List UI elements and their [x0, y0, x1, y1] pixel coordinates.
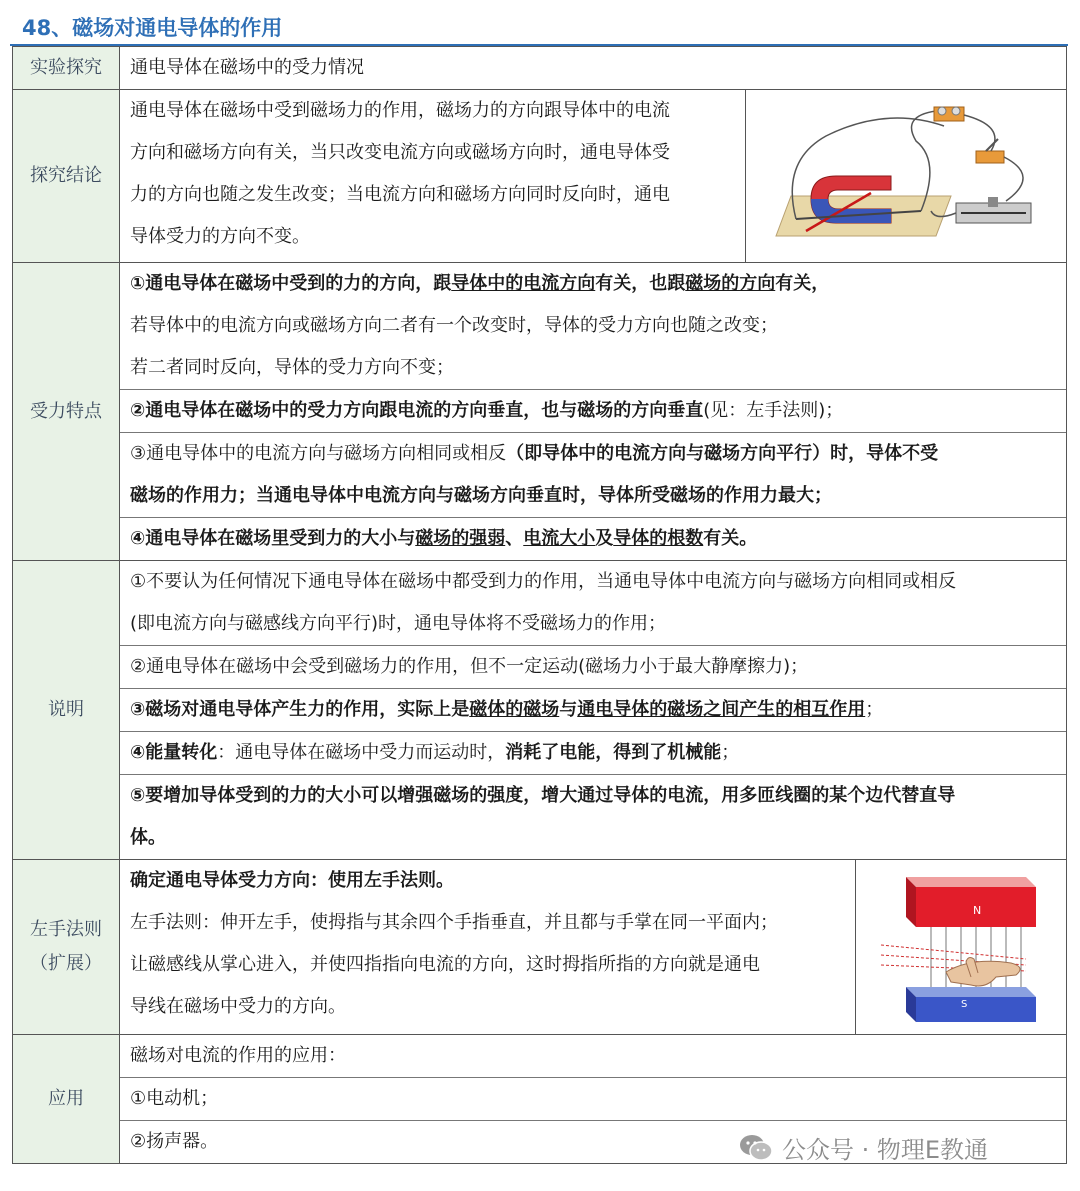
note-4-c: 消耗了电能，得到了机械能: [505, 742, 722, 763]
force-p2-bold: ②通电导体在磁场中的受力方向跟电流的方向垂直，也与磁场的方向垂直: [130, 400, 704, 421]
note-3-c: 与: [559, 699, 578, 720]
force-p4-d: 电流大小: [523, 528, 596, 549]
note-3-a: ③磁场对通电导体产生力的作用，实际上是: [130, 699, 470, 720]
conclusion-line: 方向和磁场方向有关，当只改变电流方向或磁场方向时，通电导体受: [130, 142, 670, 163]
conclusion-line: 力的方向也随之发生改变；当电流方向和磁场方向同时反向时，通电: [130, 184, 670, 205]
force-point-1: [120, 263, 1066, 389]
application-item: 磁场对电流的作用的应用：: [130, 1045, 346, 1066]
note-4-d: ；: [721, 742, 740, 763]
left-hand-line: 导线在磁场中受力的方向。: [130, 996, 346, 1017]
left-hand-header-line2: （扩展）: [30, 953, 102, 974]
force-p3-plain: ③通电导体中的电流方向与磁场方向相同或相反: [130, 443, 507, 464]
note-4: [120, 731, 1066, 774]
note-3-e: 之间产生的相互作用: [703, 699, 866, 720]
row-header-notes: 说明: [13, 561, 120, 859]
note-1: [120, 561, 1066, 645]
note-3: [120, 688, 1066, 731]
note-1-line2: (即电流方向与磁感线方向平行)时，通电导体将不受磁场力的作用；: [130, 613, 667, 634]
note-2: ②通电导体在磁场中会受到磁场力的作用，但不一定运动(磁场力小于最大静摩擦力)；: [120, 645, 1066, 688]
application-item: ①电动机；: [120, 1077, 1066, 1120]
left-hand-rule-image: [855, 860, 1066, 1034]
row-header-force: 受力特点: [13, 263, 120, 560]
note-5-line1: ⑤要增加导体受到的力的大小可以增强磁场的强度，增大通过导体的电流，用多匝线圈的某个边代替直导: [130, 785, 956, 806]
force-p3-bold2: 磁场的作用力；当通电导体中电流方向与磁场方向垂直时，导体所受磁场的作用力最大；: [130, 485, 832, 506]
note-3-d: 通电导体的磁场: [577, 699, 704, 720]
force-point-2: [120, 389, 1066, 432]
force-point-1-line2: 若导体中的电流方向或磁场方向二者有一个改变时，导体的受力方向也随之改变；: [130, 315, 778, 336]
force-p2-rest: (见：左手法则)；: [703, 400, 844, 421]
row-header-left-hand: [13, 860, 120, 1034]
force-point-1-line3: 若二者同时反向，导体的受力方向不变；: [130, 357, 454, 378]
force-p1-c: 有关，也跟: [595, 273, 686, 294]
note-1-line1: ①不要认为任何情况下通电导体在磁场中都受到力的作用，当通电导体中电流方向与磁场方向相同或相反: [130, 571, 957, 592]
conclusion-line: 通电导体在磁场中受到磁场力的作用，磁场力的方向跟导体中的电流: [130, 100, 670, 121]
left-hand-text: [120, 860, 855, 1034]
experiment-apparatus-image: [745, 90, 1066, 262]
force-p1-a: ①通电导体在磁场中受到的力的方向，跟: [130, 273, 452, 294]
force-p1-e: 有关，: [775, 273, 830, 294]
wechat-icon: [738, 1133, 774, 1163]
row-left-hand-rule: [13, 859, 1066, 1034]
row-header-experiment: 实验探究: [13, 47, 120, 89]
note-3-f: ；: [865, 699, 884, 720]
row-header-conclusion: 探究结论: [13, 90, 120, 262]
conclusion-text: [120, 90, 745, 262]
note-3-b: 磁体的磁场: [469, 699, 560, 720]
note-5: [120, 774, 1066, 859]
left-hand-header-line1: 左手法则: [30, 919, 102, 940]
force-p4-g: 有关。: [703, 528, 758, 549]
watermark: [738, 1130, 988, 1165]
left-hand-line: 让磁感线从掌心进入，并使四指指向电流的方向，这时拇指所指的方向就是通电: [130, 954, 760, 975]
force-p4-e: 及: [595, 528, 614, 549]
row-force-characteristics: [13, 262, 1066, 560]
application-item: ②扬声器。: [120, 1120, 1066, 1163]
row-conclusion: [13, 89, 1066, 262]
experiment-text: 通电导体在磁场中的受力情况: [130, 57, 364, 78]
force-p1-b: 导体中的电流方向: [451, 273, 596, 294]
left-hand-bold: 确定通电导体受力方向：使用左手法则。: [130, 870, 454, 891]
row-header-application: 应用: [13, 1035, 120, 1163]
force-point-3: [120, 432, 1066, 517]
watermark-text: 公众号 · 物理E教通: [782, 1136, 989, 1164]
north-pole-label: N: [973, 904, 982, 917]
force-p3-bold1: （即导体中的电流方向与磁场方向平行）时，导体不受: [506, 443, 939, 464]
force-point-4: [120, 517, 1066, 560]
left-hand-illustration: [876, 867, 1046, 1027]
force-p4-f: 导体的根数: [613, 528, 704, 549]
apparatus-illustration: [766, 101, 1046, 251]
page-title: 48、磁场对通电导体的作用: [22, 16, 283, 40]
force-point-1-line1: [130, 263, 1056, 305]
force-p1-d: 磁场的方向: [685, 273, 776, 294]
note-5-line2: 体。: [130, 827, 166, 848]
knowledge-table: [12, 46, 1067, 1164]
note-4-a: ④能量转化: [130, 742, 218, 763]
south-pole-label: S: [961, 999, 968, 1010]
left-hand-line: 左手法则：伸开左手，使拇指与其余四个手指垂直，并且都与手掌在同一平面内；: [130, 912, 778, 933]
note-4-b: ：通电导体在磁场中受力而运动时，: [217, 742, 506, 763]
force-p4-c: 、: [505, 528, 524, 549]
force-p4-b: 磁场的强弱: [415, 528, 506, 549]
conclusion-line: 导体受力的方向不变。: [130, 226, 310, 247]
row-experiment: [13, 47, 1066, 89]
row-notes: [13, 560, 1066, 859]
force-p4-a: ④通电导体在磁场里受到力的大小与: [130, 528, 416, 549]
